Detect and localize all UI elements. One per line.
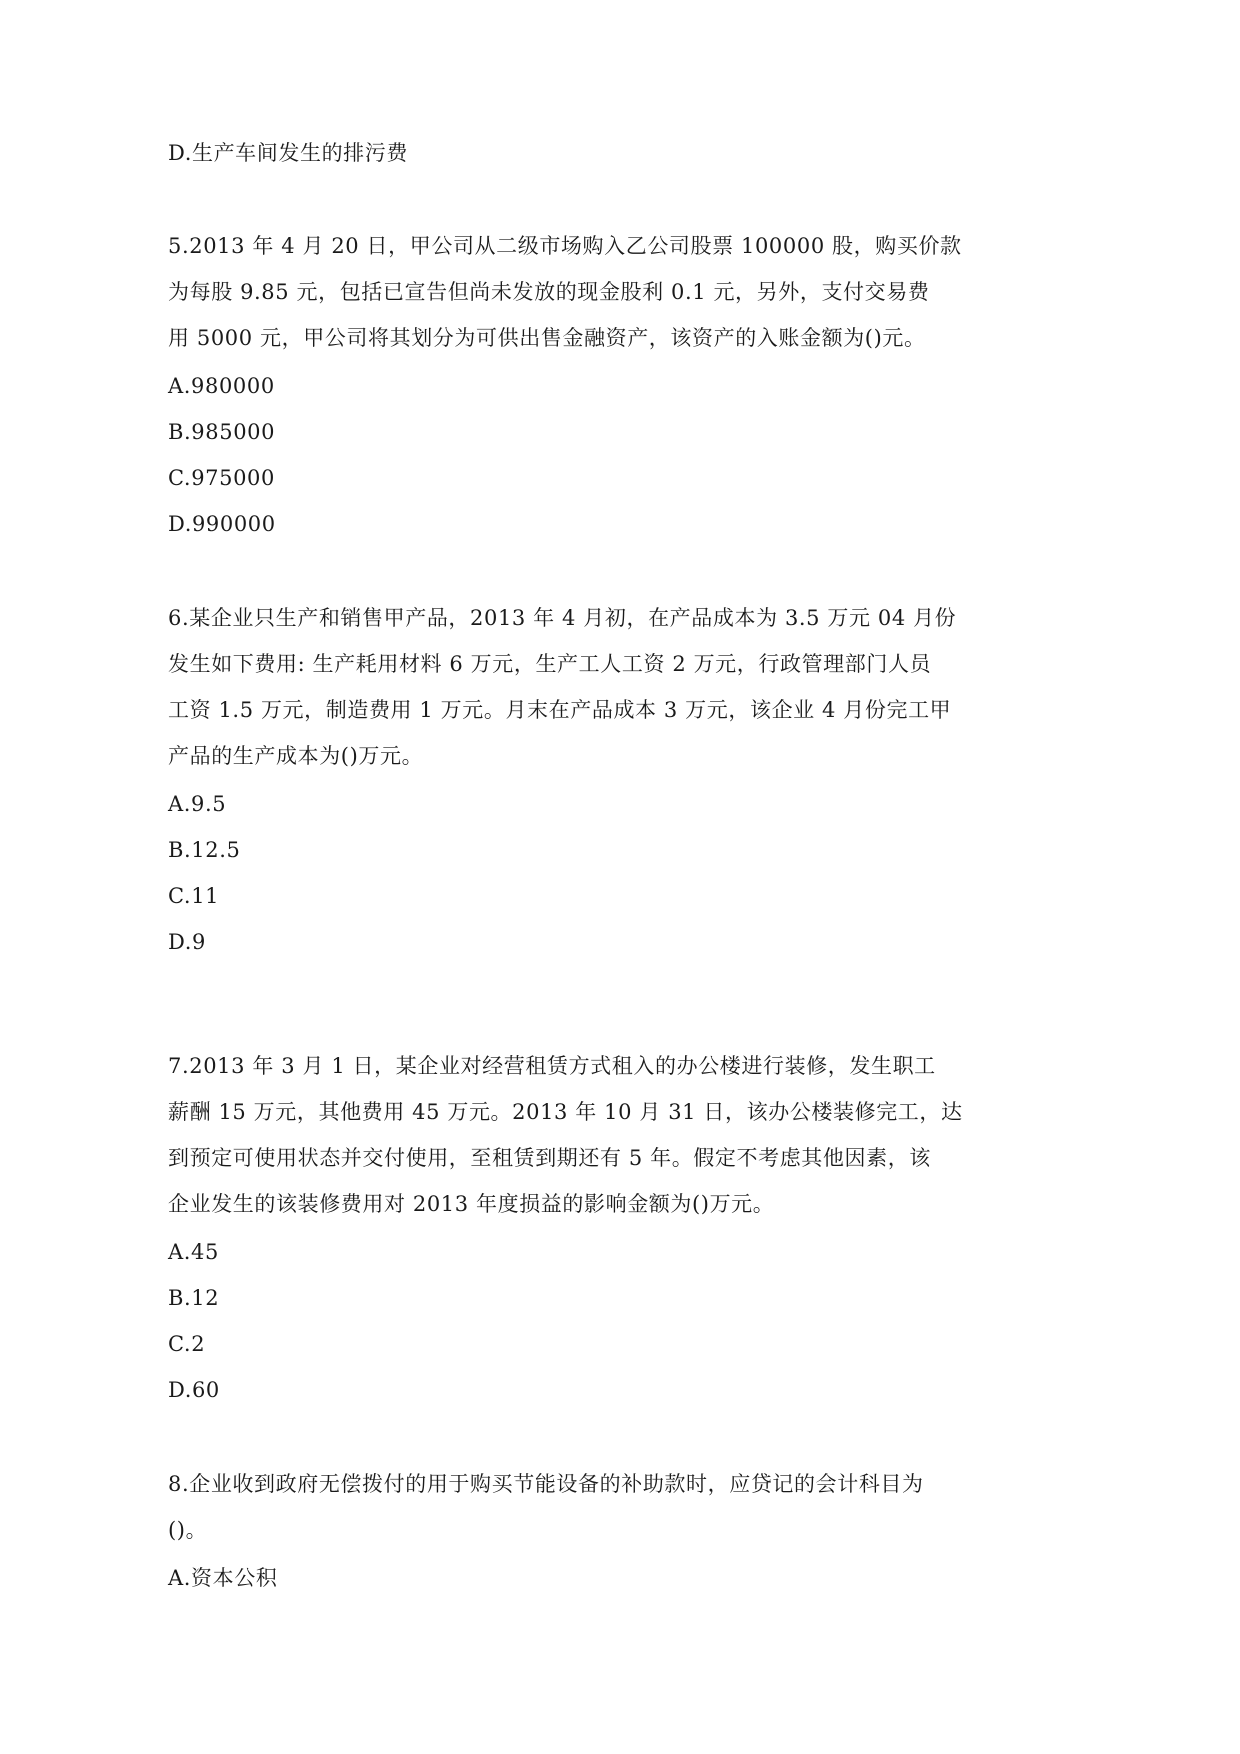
answer-option-d: D.9 bbox=[168, 930, 206, 954]
question-stem-line: 为每股 9.85 元，包括已宣告但尚未发放的现金股利 0.1 元，另外，支付交易费 bbox=[168, 280, 930, 304]
answer-option-a: A.980000 bbox=[168, 374, 275, 398]
option-label: D. bbox=[168, 141, 192, 165]
question-stem-line: 用 5000 元，甲公司将其划分为可供出售金融资产，该资产的入账金额为()元。 bbox=[168, 326, 926, 350]
option-text: 生产车间发生的排污费 bbox=[191, 141, 408, 165]
question-stem-line: 企业发生的该装修费用对 2013 年度损益的影响金额为()万元。 bbox=[168, 1192, 775, 1216]
answer-option-a: A.资本公积 bbox=[168, 1566, 278, 1590]
question-stem-line: 8.企业收到政府无偿拨付的用于购买节能设备的补助款时，应贷记的会计科目为 bbox=[168, 1472, 924, 1496]
question-stem-line: 工资 1.5 万元，制造费用 1 万元。月末在产品成本 3 万元，该企业 4 月份完工甲 bbox=[168, 698, 952, 722]
question-stem-line: 5.2013 年 4 月 20 日，甲公司从二级市场购入乙公司股票 100000 股，购买价款 bbox=[168, 234, 962, 258]
answer-option-b: B.985000 bbox=[168, 420, 276, 444]
question-stem-line: ()。 bbox=[168, 1518, 208, 1542]
question-stem-line: 6.某企业只生产和销售甲产品，2013 年 4 月初，在产品成本为 3.5 万元 04 月份 bbox=[168, 606, 957, 630]
question-stem-line: 7.2013 年 3 月 1 日，某企业对经营租赁方式租入的办公楼进行装修，发生职工 bbox=[168, 1054, 936, 1078]
answer-option-c: C.975000 bbox=[168, 466, 275, 490]
question-stem-line: 到预定可使用状态并交付使用，至租赁到期还有 5 年。假定不考虑其他因素，该 bbox=[168, 1146, 931, 1170]
answer-option-a: A.45 bbox=[168, 1240, 219, 1264]
question-stem-line: 发生如下费用: 生产耗用材料 6 万元，生产工人工资 2 万元，行政管理部门人员 bbox=[168, 652, 932, 676]
question-stem-line: 薪酬 15 万元，其他费用 45 万元。2013 年 10 月 31 日，该办公楼装修完工，达 bbox=[168, 1100, 963, 1124]
answer-option-c: C.2 bbox=[168, 1332, 206, 1356]
answer-option-b: B.12 bbox=[168, 1286, 220, 1310]
answer-option-d: D.990000 bbox=[168, 512, 276, 536]
answer-option-b: B.12.5 bbox=[168, 838, 241, 862]
answer-option-a: A.9.5 bbox=[168, 792, 227, 816]
option-d-previous-question bbox=[168, 139, 408, 167]
answer-option-c: C.11 bbox=[168, 884, 220, 908]
answer-option-d: D.60 bbox=[168, 1378, 220, 1402]
question-stem-line: 产品的生产成本为()万元。 bbox=[168, 744, 424, 768]
